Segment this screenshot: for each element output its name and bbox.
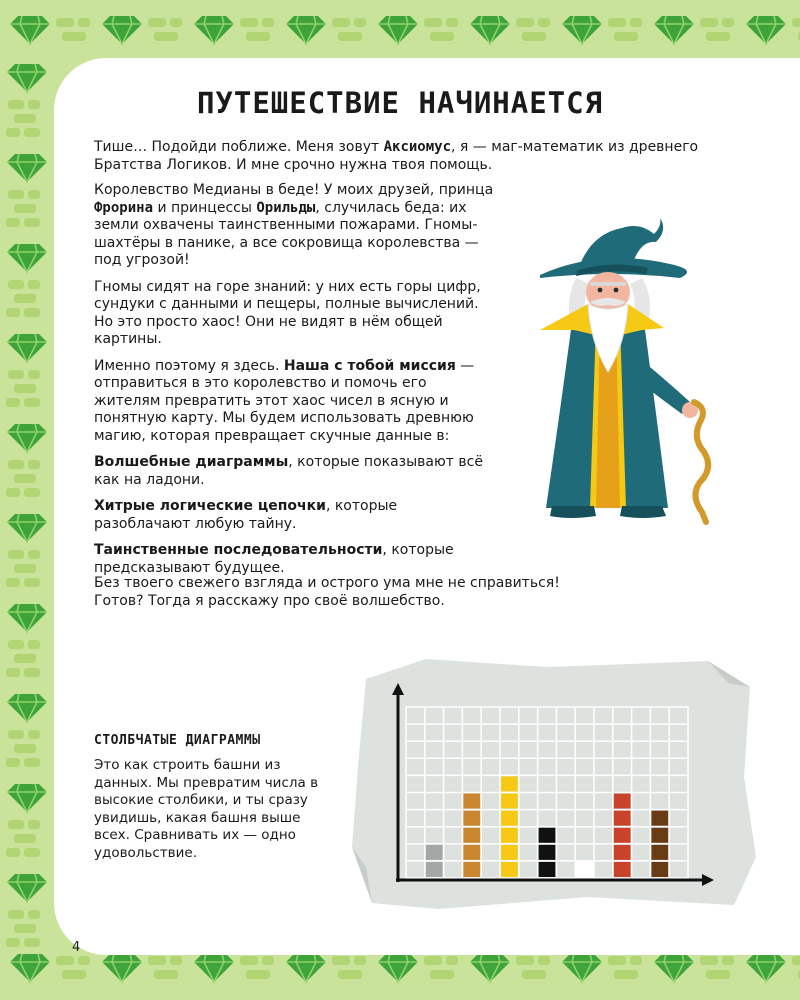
gem-icon [378, 954, 418, 982]
bar-segment-6 [501, 776, 518, 791]
stone-brick [62, 970, 86, 979]
stone-brick [154, 970, 178, 979]
stone-brick [792, 18, 800, 27]
stone-brick [706, 32, 730, 41]
bar-segment-2 [426, 845, 443, 860]
bar-segment-8 [539, 862, 556, 877]
stone-brick [28, 370, 40, 379]
stone-brick [14, 384, 36, 393]
wizard-illustration [530, 212, 730, 532]
stone-brick [154, 32, 178, 41]
bar-segment-6 [501, 845, 518, 860]
kingdom-paragraph [94, 182, 494, 270]
wizard-eye-left [598, 288, 603, 293]
stone-brick [338, 970, 362, 979]
stone-brick [792, 956, 800, 965]
stone-brick [522, 970, 546, 979]
stone-brick [14, 474, 36, 483]
stone-brick [538, 18, 550, 27]
wizard-name: Аксиомус [383, 139, 452, 155]
gem-icon [746, 16, 786, 44]
wizard-eyebrows [590, 282, 626, 286]
stone-brick [6, 488, 20, 497]
stone-brick [700, 956, 718, 965]
stone-brick [14, 204, 36, 213]
bar-segment-4 [463, 811, 480, 826]
stone-brick [262, 956, 274, 965]
stone-brick [6, 218, 20, 227]
gem-icon [7, 244, 47, 272]
stone-brick [516, 18, 534, 27]
stone-brick [24, 848, 40, 857]
stone-brick [614, 32, 638, 41]
stone-brick [14, 924, 36, 933]
stone-brick [8, 550, 24, 559]
gem-icon [378, 16, 418, 44]
stone-brick [24, 668, 40, 677]
stone-brick [430, 970, 454, 979]
stone-brick [354, 956, 366, 965]
stone-brick [6, 398, 20, 407]
stone-brick [630, 18, 642, 27]
stone-brick [246, 32, 270, 41]
bar-chart [348, 657, 758, 912]
stone-brick [28, 820, 40, 829]
stone-brick [630, 956, 642, 965]
stone-brick [338, 32, 362, 41]
stone-brick [706, 970, 730, 979]
stone-brick [6, 578, 20, 587]
gem-icon [194, 16, 234, 44]
stone-brick [28, 550, 40, 559]
stone-brick [332, 18, 350, 27]
bar-segment-4 [463, 862, 480, 877]
story-column [94, 182, 494, 586]
gem-icon [654, 954, 694, 982]
bar-segment-8 [539, 845, 556, 860]
list-item-sequences [94, 542, 494, 577]
list-item-bold: Таинственные последовательности [94, 542, 383, 558]
stone-brick [28, 280, 40, 289]
bar-segment-4 [463, 828, 480, 843]
stone-brick [28, 730, 40, 739]
page-number: 4 [72, 940, 81, 955]
bar-segment-4 [463, 794, 480, 809]
stone-brick [522, 32, 546, 41]
stone-brick [6, 668, 20, 677]
stone-brick [516, 956, 534, 965]
stone-brick [148, 956, 166, 965]
bar-segment-12 [614, 794, 631, 809]
prince-name: Фрорина [94, 199, 154, 216]
stone-brick [14, 564, 36, 573]
stone-brick [14, 834, 36, 843]
bar-segment-12 [614, 845, 631, 860]
bar-segment-12 [614, 862, 631, 877]
gem-icon [7, 334, 47, 362]
gem-icon [194, 954, 234, 982]
stone-brick [14, 654, 36, 663]
gem-icon [7, 154, 47, 182]
stone-brick [8, 370, 24, 379]
kingdom-text-1: Королевство Медианы в беде! У моих друзей, принца [94, 182, 494, 198]
stone-brick [332, 956, 350, 965]
list-item-text: , которые разоблачают любую тайну. [94, 498, 398, 532]
stone-brick [240, 18, 258, 27]
stone-brick [8, 910, 24, 919]
list-item-logic-chains [94, 498, 494, 533]
gem-icon [286, 16, 326, 44]
stone-brick [8, 190, 24, 199]
gem-icon [286, 954, 326, 982]
bar-segment-10 [576, 862, 593, 877]
stone-brick [62, 32, 86, 41]
bar-segment-6 [501, 862, 518, 877]
gem-icon [7, 874, 47, 902]
wizard-staff [694, 402, 708, 522]
stone-brick [170, 18, 182, 27]
page-title: ПУТЕШЕСТВИЕ НАЧИНАЕТСЯ [196, 86, 604, 120]
stone-brick [446, 956, 458, 965]
stone-brick [24, 308, 40, 317]
gem-icon [654, 16, 694, 44]
stone-brick [608, 18, 626, 27]
stone-brick [24, 938, 40, 947]
bar-segment-2 [426, 862, 443, 877]
stone-brick [246, 970, 270, 979]
stone-brick [6, 128, 20, 137]
gem-icon [7, 784, 47, 812]
list-item-text: , которые предсказывают будущее. [94, 542, 454, 576]
list-item-text: , которые показывают всё как на ладони. [94, 454, 483, 488]
bar-segment-12 [614, 828, 631, 843]
stone-brick [78, 18, 90, 27]
gem-icon [470, 954, 510, 982]
stone-brick [14, 744, 36, 753]
stone-brick [24, 128, 40, 137]
gem-icon [7, 604, 47, 632]
gem-icon [562, 16, 602, 44]
gem-icon [7, 514, 47, 542]
bar-segment-12 [614, 811, 631, 826]
princess-name: Орильды [256, 199, 316, 216]
bar-segment-8 [539, 828, 556, 843]
mission-text-2: — отправиться в это королевство и помочь его жителям превратить этот хаос чисел в ясную и понятную карту. Мы будем использовать древнюю магию, которая превращает скучные данные в: [94, 357, 475, 444]
stone-brick [430, 32, 454, 41]
stone-brick [170, 956, 182, 965]
stone-brick [722, 956, 734, 965]
bar-segment-4 [463, 845, 480, 860]
stone-brick [354, 18, 366, 27]
stone-brick [24, 488, 40, 497]
bar-segment-6 [501, 828, 518, 843]
stone-brick [24, 218, 40, 227]
bar-segment-6 [501, 794, 518, 809]
stone-brick [56, 18, 74, 27]
mission-paragraph [94, 358, 494, 446]
stone-brick [8, 820, 24, 829]
stone-brick [8, 730, 24, 739]
kingdom-text-3: , случилась беда: их земли охвачены таинственными пожарами. Гномы-шахтёры в панике, а все сокровища королевства — под угрозой! [94, 199, 479, 268]
stone-brick [608, 956, 626, 965]
stone-brick [6, 758, 20, 767]
stone-brick [8, 640, 24, 649]
stone-brick [28, 190, 40, 199]
intro-text-2: , я — маг-математик из древнего Братства Логиков. И мне срочно нужна твоя помощь. [94, 139, 699, 173]
stone-brick [56, 956, 74, 965]
stone-brick [28, 640, 40, 649]
gem-icon [102, 954, 142, 982]
stone-brick [8, 460, 24, 469]
stone-brick [722, 18, 734, 27]
list-item-bold: Хитрые логические цепочки [94, 498, 326, 514]
gem-icon [7, 694, 47, 722]
stone-brick [446, 18, 458, 27]
intro-paragraph [94, 139, 714, 174]
mission-highlight: Наша с тобой миссия [283, 357, 456, 374]
stone-brick [24, 398, 40, 407]
gem-icon [102, 16, 142, 44]
bar-charts-text: Это как строить башни из данных. Мы превратим числа в высокие столбики, и ты сразу увидишь, какая башня выше всех. Сравнивать их — одно удовольствие. [94, 757, 319, 861]
stone-brick [148, 18, 166, 27]
stone-brick [14, 294, 36, 303]
gem-icon [470, 16, 510, 44]
gem-icon [10, 16, 50, 44]
stone-brick [24, 578, 40, 587]
closing-paragraph: Без твоего свежего взгляда и острого ума мне не справиться! Готов? Тогда я расскажу про своё волшебство. [94, 575, 560, 609]
stone-brick [8, 280, 24, 289]
gem-icon [7, 424, 47, 452]
bar-segment-6 [501, 811, 518, 826]
bar-segment-14 [651, 845, 668, 860]
bar-charts-heading: СТОЛБЧАТЫЕ ДИАГРАММЫ [94, 733, 261, 748]
bar-segment-14 [651, 811, 668, 826]
intro-text-1: Тише… Подойди поближе. Меня зовут [94, 139, 384, 155]
stone-brick [240, 956, 258, 965]
stone-brick [78, 956, 90, 965]
stone-brick [28, 460, 40, 469]
list-item-diagrams [94, 454, 494, 489]
stone-brick [424, 956, 442, 965]
stone-brick [538, 956, 550, 965]
gem-icon [746, 954, 786, 982]
mission-text-1: Именно поэтому я здесь. [94, 357, 284, 374]
stone-brick [614, 970, 638, 979]
stone-brick [28, 910, 40, 919]
stone-brick [6, 308, 20, 317]
stone-brick [700, 18, 718, 27]
stone-brick [6, 938, 20, 947]
wizard-eye-right [614, 288, 619, 293]
bar-segment-14 [651, 828, 668, 843]
kingdom-text-2: и принцессы [153, 199, 257, 216]
gnomes-paragraph: Гномы сидят на горе знаний: у них есть горы цифр, сундуки с данными и пещеры, полные вычислений. Но это просто хаос! Они не видят в нём общей картины. [94, 278, 481, 347]
list-item-bold: Волшебные диаграммы [94, 454, 289, 470]
stone-brick [6, 848, 20, 857]
gem-icon [10, 954, 50, 982]
bar-segment-14 [651, 862, 668, 877]
stone-brick [262, 18, 274, 27]
stone-brick [424, 18, 442, 27]
gem-icon [562, 954, 602, 982]
stone-brick [24, 758, 40, 767]
